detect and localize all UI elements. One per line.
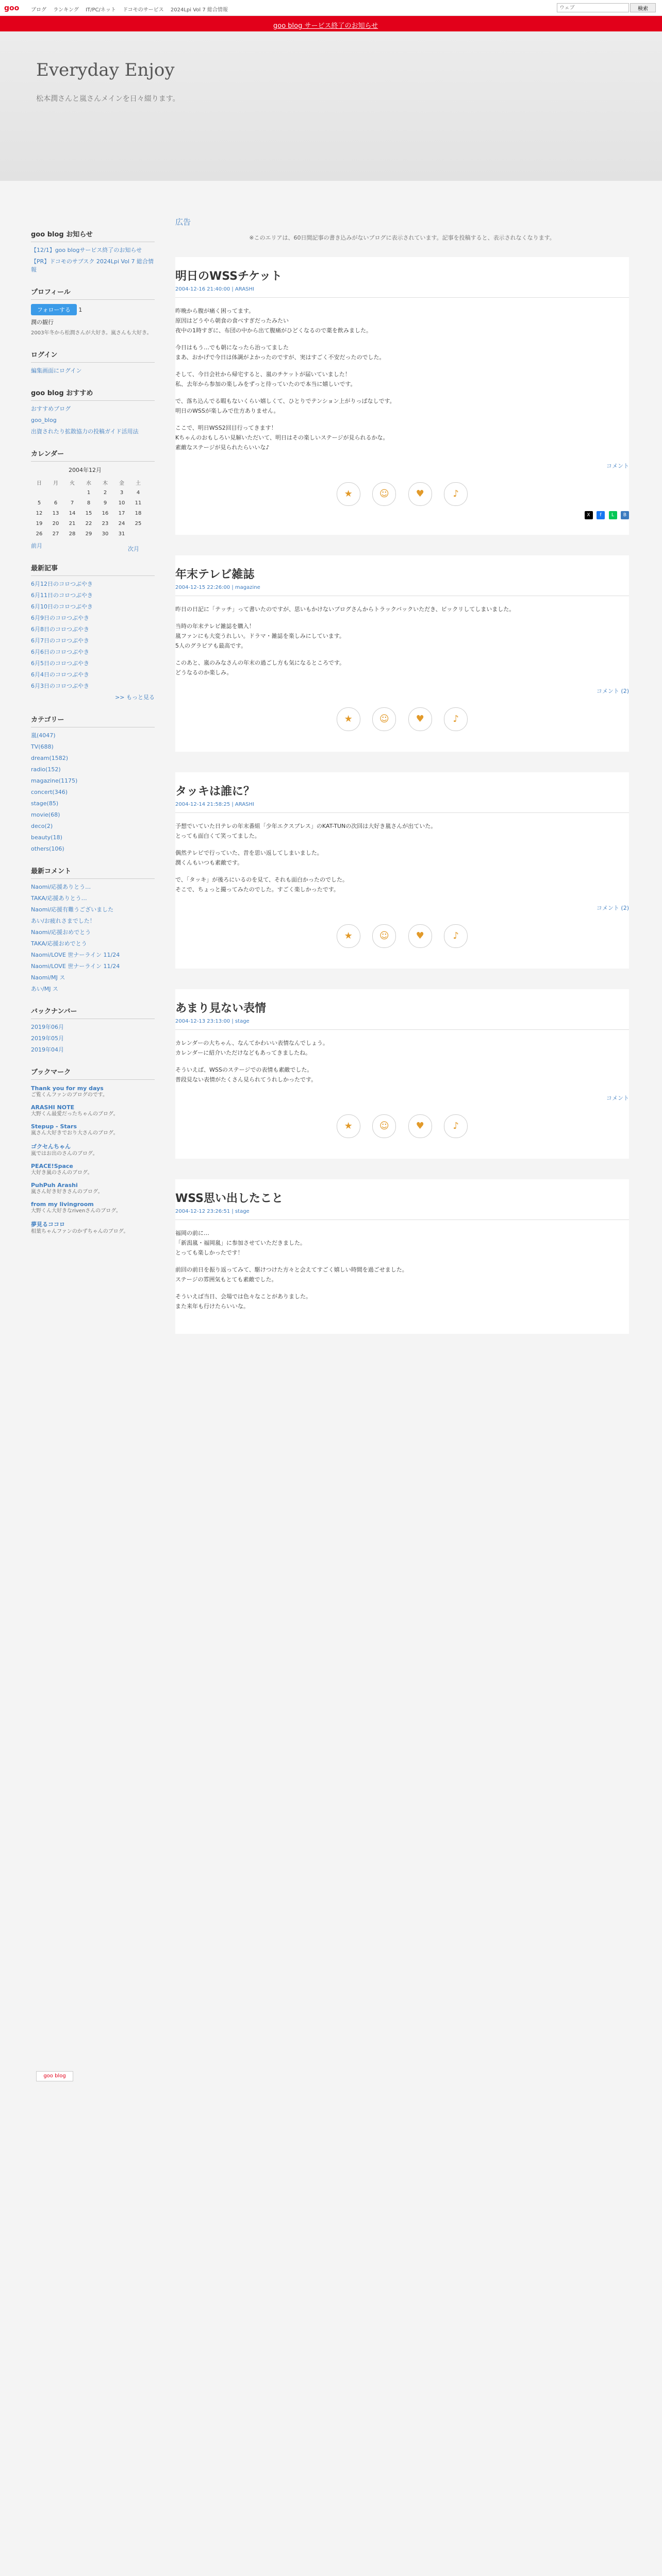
cal-day[interactable]: 24 xyxy=(118,520,125,527)
cal-day[interactable]: 22 xyxy=(85,520,92,527)
cal-day[interactable]: 19 xyxy=(36,520,43,527)
blog-header xyxy=(0,31,662,181)
bookmark-desc: 大好き嵐のさんのブログ。 xyxy=(31,1170,93,1176)
reaction-star-icon[interactable]: ★ xyxy=(337,482,360,506)
cal-day[interactable]: 29 xyxy=(85,531,92,537)
blog-post xyxy=(175,555,629,752)
reaction-star-icon[interactable]: ★ xyxy=(337,707,360,731)
post-meta[interactable]: 2004-12-16 21:40:00 | ARASHI xyxy=(175,286,629,298)
category-item[interactable]: deco(2) xyxy=(31,823,53,829)
backnumber-item[interactable]: 2019年06月 xyxy=(31,1024,64,1030)
reaction-row xyxy=(175,924,629,948)
post-title[interactable]: 明日のWSSチケット xyxy=(175,270,282,283)
recent-item[interactable]: 6月7日のコロつぶやき xyxy=(31,637,89,644)
bookmark-desc: 大野くん大好きなrivenさんのブログ。 xyxy=(31,1208,121,1214)
goo-blog-badge[interactable]: goo blog xyxy=(36,2071,73,2081)
reaction-note-icon[interactable]: ♪ xyxy=(444,707,468,731)
category-title: カテゴリー xyxy=(31,714,155,727)
search-button[interactable]: 検索 xyxy=(630,3,656,12)
blog-post xyxy=(175,1179,629,1334)
comment-item[interactable]: Naomi/LOVE 世ナーライン 11/24 xyxy=(31,952,120,958)
calendar-month: 2004年12月 xyxy=(69,467,102,473)
cal-day[interactable]: 9 xyxy=(103,500,107,506)
cal-day[interactable]: 2 xyxy=(103,489,107,496)
comment-item[interactable]: Naomi/応援ありとう… xyxy=(31,884,91,890)
post-title[interactable]: あまり見ない表情 xyxy=(175,1002,267,1015)
nav-blog[interactable]: ブログ xyxy=(31,7,46,13)
post-meta[interactable]: 2004-12-15 22:26:00 | magazine xyxy=(175,585,629,596)
recommend-item[interactable]: おすすめブログ xyxy=(31,405,71,412)
comment-link[interactable]: コメント xyxy=(606,463,629,469)
recent-item[interactable]: 6月6日のコロつぶやき xyxy=(31,649,89,655)
cal-head: 木 xyxy=(103,480,108,486)
reaction-heart-icon[interactable]: ♥ xyxy=(408,482,432,506)
recent-item[interactable]: 6月8日のコロつぶやき xyxy=(31,626,89,633)
cal-day xyxy=(47,487,64,498)
post-title[interactable]: 年末テレビ雑誌 xyxy=(175,568,255,581)
post-title[interactable]: WSS思い出したこと xyxy=(175,1192,283,1205)
service-end-notice-link[interactable]: goo blog サービス終了のお知らせ xyxy=(273,22,378,30)
bookmark-desc: ご覧くんファンのブログのです。 xyxy=(31,1092,108,1098)
sidebar xyxy=(31,216,155,1235)
nav-ranking[interactable]: ランキング xyxy=(53,7,79,13)
post-paragraph: カレンダーの大ちゃん、なんてかわいい表情なんでしょう。 カレンダーに紹介いただけなどもあってきましたね。 xyxy=(175,1040,328,1056)
category-item[interactable]: stage(85) xyxy=(31,800,59,807)
blog-title[interactable]: Everyday Enjoy xyxy=(36,60,175,80)
reaction-star-icon[interactable]: ★ xyxy=(337,924,360,948)
post-paragraph: そういえば、WSSのステージでの表情も素敵でした。 普段見ない表情がたくさん見られてうれしかったです。 xyxy=(175,1066,317,1083)
recent-item[interactable]: 6月12日のコロつぶやき xyxy=(31,581,93,587)
cal-day[interactable]: 7 xyxy=(70,500,74,506)
reaction-row xyxy=(175,482,629,506)
cal-head: 金 xyxy=(119,480,124,486)
post-paragraph: 予想でいていた日テレの年末番組「少年エクスプレス」のKAT-TUNの次回は大好き嵐さんが出ていた。 とっても面白くて笑ってました。 xyxy=(175,823,437,839)
cal-day[interactable]: 31 xyxy=(118,531,125,537)
bookmark-desc: 嵐さん好き好きさんのブログ。 xyxy=(31,1189,103,1195)
cal-day[interactable]: 1 xyxy=(87,489,91,496)
cal-day[interactable]: 13 xyxy=(52,510,59,516)
reaction-smile-icon[interactable]: ☺ xyxy=(372,707,396,731)
post-paragraph: このあと、嵐のみなさんの年末の過ごし方も気になるところです。 どうなるのか楽しみ。 xyxy=(175,659,345,676)
recent-item[interactable]: 6月11日のコロつぶやき xyxy=(31,592,93,599)
post-paragraph: で、「タッキ」が後ろにいるのを見て、それも面白かったのでした。 そこで、ちょっと撮ってみたのでした。すごく楽しかったです。 xyxy=(175,876,349,893)
cal-head: 土 xyxy=(136,480,141,486)
hatena-share-icon[interactable]: B xyxy=(621,511,629,519)
reaction-row xyxy=(175,707,629,731)
category-item[interactable]: others(106) xyxy=(31,845,64,852)
reaction-note-icon[interactable]: ♪ xyxy=(444,924,468,948)
comment-link[interactable]: コメント xyxy=(606,1095,629,1101)
notice-bar xyxy=(0,16,662,31)
line-share-icon[interactable]: L xyxy=(609,511,617,519)
cal-day[interactable]: 8 xyxy=(87,500,91,506)
bookmark-desc: 嵐さん大好きでおり大さんのブログ。 xyxy=(31,1130,119,1136)
follow-count: 1 xyxy=(78,307,82,313)
cal-day[interactable]: 15 xyxy=(85,510,92,516)
comment-item[interactable]: TAKA/応援ありとう… xyxy=(31,895,87,902)
cal-day[interactable]: 5 xyxy=(37,500,41,506)
profile-description: 2003年冬から松潤さんが大好き。嵐さんも大好き。 xyxy=(31,330,152,336)
bookmark-link[interactable]: ARASHI NOTE xyxy=(31,1104,75,1111)
post-paragraph: 昨晩から腹が痛く困ってます。 原因はどうやら朝食の食べすぎだったみたい 夜中の1時すぎに、布団の中から出て腹痛がひどくなるので薬を飲みました。 xyxy=(175,308,372,334)
post-paragraph: 前回の前日を振り返ってみて、駆けつけた方々と会えてすごく嬉しい時間を過ごせました。 ステージの雰囲気もとても素敵でした。 xyxy=(175,1266,408,1283)
comment-link[interactable]: コメント (2) xyxy=(596,688,629,694)
notice-item[interactable]: 【12/1】goo blogサービス終了のお知らせ xyxy=(31,247,142,253)
post-paragraph: 当時の年末テレビ雑誌を購入！ 嵐ファンにも大変うれしい。ドラマ・雑誌を楽しみにしています。 5人のグラビアも最高です。 xyxy=(175,623,345,649)
post-paragraph: 福岡の前に… 「新潟嵐・福岡嵐」に参加させていただきました。 とっても楽しかったです！ xyxy=(175,1230,306,1256)
main-content xyxy=(175,216,629,1354)
post-meta[interactable]: 2004-12-12 23:26:51 | stage xyxy=(175,1209,629,1220)
cal-prev-link[interactable]: 前月 xyxy=(31,543,42,549)
cal-day xyxy=(64,487,80,498)
post-paragraph: ここで、明日WSS2回目行ってきます！ Kちゃんのおもしろい見解いただいて、明日はその楽しいステージが見られるかな。 素敵なステージが見られたらいいな♪ xyxy=(175,425,389,451)
recommend-item[interactable]: goo_blog xyxy=(31,417,57,423)
reaction-heart-icon[interactable]: ♥ xyxy=(408,1114,432,1138)
bookmark-link[interactable]: from my livingroom xyxy=(31,1201,94,1208)
cal-day[interactable]: 17 xyxy=(118,510,125,516)
bookmark-link[interactable]: 夢見るココロ xyxy=(31,1221,65,1228)
blog-post xyxy=(175,257,629,535)
bookmark-desc: 大野くん最愛だったちゃんのブログ。 xyxy=(31,1111,119,1117)
blog-post xyxy=(175,989,629,1159)
cal-day[interactable]: 18 xyxy=(135,510,142,516)
cal-day[interactable]: 27 xyxy=(52,531,59,537)
cal-head: 水 xyxy=(86,480,91,486)
recent-item[interactable]: 6月5日のコロつぶやき xyxy=(31,660,89,667)
cal-day[interactable]: 16 xyxy=(102,510,109,516)
reaction-smile-icon[interactable]: ☺ xyxy=(372,1114,396,1138)
post-paragraph: 今日はもう…でも朝になったら治ってました まあ、おかげで今日は体調がよかったのですが、実はすごく不安だったのでした。 xyxy=(175,344,385,361)
comment-title: 最新コメント xyxy=(31,866,155,879)
recent-item[interactable]: 6月4日のコロつぶやき xyxy=(31,671,89,678)
nav-docomo[interactable]: ドコモのサービス xyxy=(123,7,164,13)
cal-day[interactable]: 25 xyxy=(135,520,142,527)
reaction-smile-icon[interactable]: ☺ xyxy=(372,482,396,506)
cal-day[interactable]: 30 xyxy=(102,531,109,537)
category-item[interactable]: movie(68) xyxy=(31,811,60,818)
recommend-item[interactable]: 出資されたり拡散協力の投稿ガイド活用法 xyxy=(31,428,139,435)
cal-day[interactable]: 4 xyxy=(136,489,140,496)
login-title: ログイン xyxy=(31,349,155,363)
comment-item[interactable]: Naomi/MJ ス xyxy=(31,974,65,981)
cal-day[interactable]: 20 xyxy=(52,520,59,527)
post-meta[interactable]: 2004-12-14 21:58:25 | ARASHI xyxy=(175,802,629,813)
blog-subtitle: 松本潤さんと嵐さんメインを日々綴ります。 xyxy=(36,95,180,103)
recent-title: 最新記事 xyxy=(31,563,155,576)
reaction-heart-icon[interactable]: ♥ xyxy=(408,707,432,731)
top-nav xyxy=(31,5,233,13)
cal-day[interactable]: 21 xyxy=(69,520,76,527)
reaction-heart-icon[interactable]: ♥ xyxy=(408,924,432,948)
backnumber-item[interactable]: 2019年04月 xyxy=(31,1046,64,1053)
post-title[interactable]: タッキは誰に？ xyxy=(175,785,255,798)
category-item[interactable]: beauty(18) xyxy=(31,834,62,841)
category-item[interactable]: radio(152) xyxy=(31,766,61,773)
recent-more-link[interactable]: >> もっと見る xyxy=(115,694,155,701)
recommend-title: goo blog おすすめ xyxy=(31,387,155,401)
reaction-note-icon[interactable]: ♪ xyxy=(444,482,468,506)
comment-item[interactable]: Naomi/LOVE 世ナーライン 11/24 xyxy=(31,963,120,970)
comment-link[interactable]: コメント (2) xyxy=(596,905,629,911)
cal-day[interactable]: 6 xyxy=(54,500,58,506)
share-row xyxy=(175,511,629,519)
post-paragraph: そして、今日会社から帰宅すると、嵐のチケットが届いていました！ 私、去年から参加の楽しみをずっと待っていたので本当に嬉しいです。 xyxy=(175,371,356,387)
x-share-icon[interactable]: X xyxy=(585,511,593,519)
bookmark-desc: 嵐ではお出のさんのブログ。 xyxy=(31,1151,98,1157)
category-item[interactable]: concert(346) xyxy=(31,789,68,795)
search-input[interactable] xyxy=(557,3,629,12)
notice-section-title: goo blog お知らせ xyxy=(31,229,155,242)
ad-label: 広告 xyxy=(175,217,191,227)
calendar-table xyxy=(31,477,146,539)
cal-head: 月 xyxy=(53,480,58,486)
profile-title: プロフィール xyxy=(31,286,155,300)
cal-head: 日 xyxy=(37,480,42,486)
backnumber-title: バックナンバー xyxy=(31,1006,155,1019)
follow-button[interactable]: フォローする xyxy=(31,304,77,315)
reaction-star-icon[interactable]: ★ xyxy=(337,1114,360,1138)
cal-day[interactable]: 26 xyxy=(36,531,43,537)
cal-day[interactable]: 3 xyxy=(120,489,124,496)
recent-item[interactable]: 6月10日のコロつぶやき xyxy=(31,603,93,610)
comment-item[interactable]: Naomi/応援おめでとう xyxy=(31,929,91,936)
ad-notice: ※このエリアは、60日間記事の書き込みがないブログに表示されています。記事を投稿すると、表示されなくなります。 xyxy=(249,234,555,241)
blog-post xyxy=(175,772,629,969)
nav-it[interactable]: IT/PC/ネット xyxy=(86,7,116,13)
cal-day xyxy=(130,529,146,539)
bookmark-link[interactable]: ゴクセんちゃん xyxy=(31,1143,71,1150)
post-paragraph: で、落ち込んでる暇もないくらい嬉しくて、ひとりでテンション上がりっぱなしです。 明日のWSSが楽しみで仕方ありません。 xyxy=(175,398,395,414)
bookmark-link[interactable]: PEACE!Space xyxy=(31,1163,73,1170)
cal-head: 火 xyxy=(70,480,75,486)
profile-name: 潤の観行 xyxy=(31,319,54,326)
cal-day[interactable]: 28 xyxy=(69,531,76,537)
post-paragraph: そういえば当日、会場では色々なことがありました。 また来年も行けたらいいな。 xyxy=(175,1293,311,1310)
cal-day xyxy=(31,487,47,498)
cal-day[interactable]: 14 xyxy=(69,510,76,516)
cal-next-link[interactable]: 次月 xyxy=(128,546,139,552)
bookmark-link[interactable]: Stepup - Stars xyxy=(31,1123,77,1130)
post-meta[interactable]: 2004-12-13 23:13:00 | stage xyxy=(175,1019,629,1030)
comment-item[interactable]: あい/MJ ス xyxy=(31,986,58,992)
backnumber-item[interactable]: 2019年05月 xyxy=(31,1035,64,1042)
comment-item[interactable]: あい/お疲れさまでした！ xyxy=(31,918,95,924)
top-bar xyxy=(0,0,662,16)
recent-item[interactable]: 6月9日のコロつぶやき xyxy=(31,615,89,621)
bookmark-link[interactable]: Thank you for my days xyxy=(31,1085,104,1092)
bookmark-link[interactable]: PuhPuh Arashi xyxy=(31,1182,78,1189)
facebook-share-icon[interactable]: f xyxy=(597,511,605,519)
comment-item[interactable]: TAKA/応援おめでとう xyxy=(31,940,87,947)
calendar-title: カレンダー xyxy=(31,448,155,462)
reaction-row xyxy=(175,1114,629,1138)
notice-item[interactable]: 【PR】ドコモのサブスク 2024Lpi Vol 7 総合情報 xyxy=(31,258,154,273)
follow-row xyxy=(31,304,155,315)
cal-day[interactable]: 11 xyxy=(135,500,142,506)
post-paragraph: 偶然テレビで行っていた、昔を思い返してしまいました。 潤くんもいつも素敵です。 xyxy=(175,850,323,866)
category-item[interactable]: magazine(1175) xyxy=(31,777,78,784)
goo-logo[interactable]: goo xyxy=(4,4,20,12)
bookmark-desc: 相葉ちゃんファンのかずちゃんのブログ。 xyxy=(31,1229,129,1234)
calendar-nav xyxy=(31,542,139,550)
comment-item[interactable]: Naomi/応援有難うございました xyxy=(31,906,114,913)
reaction-smile-icon[interactable]: ☺ xyxy=(372,924,396,948)
post-paragraph: 昨日の日記に「テッチ」って書いたのですが、思いもかけないブログさんからトラックバックいただき、ビックリしてしまいました。 xyxy=(175,606,515,613)
cal-day[interactable]: 23 xyxy=(102,520,109,527)
category-item[interactable]: dream(1582) xyxy=(31,755,69,761)
bookmark-title: ブックマーク xyxy=(31,1066,155,1080)
login-link[interactable]: 編集画面にログイン xyxy=(31,367,82,374)
recent-item[interactable]: 6月3日のコロつぶやき xyxy=(31,683,89,689)
reaction-note-icon[interactable]: ♪ xyxy=(444,1114,468,1138)
nav-sub[interactable]: 2024Lpi Vol 7 総合情報 xyxy=(170,7,228,13)
category-item[interactable]: TV(688) xyxy=(31,743,54,750)
cal-day[interactable]: 12 xyxy=(36,510,43,516)
cal-day[interactable]: 10 xyxy=(118,500,125,506)
category-item[interactable]: 嵐(4047) xyxy=(31,732,56,739)
